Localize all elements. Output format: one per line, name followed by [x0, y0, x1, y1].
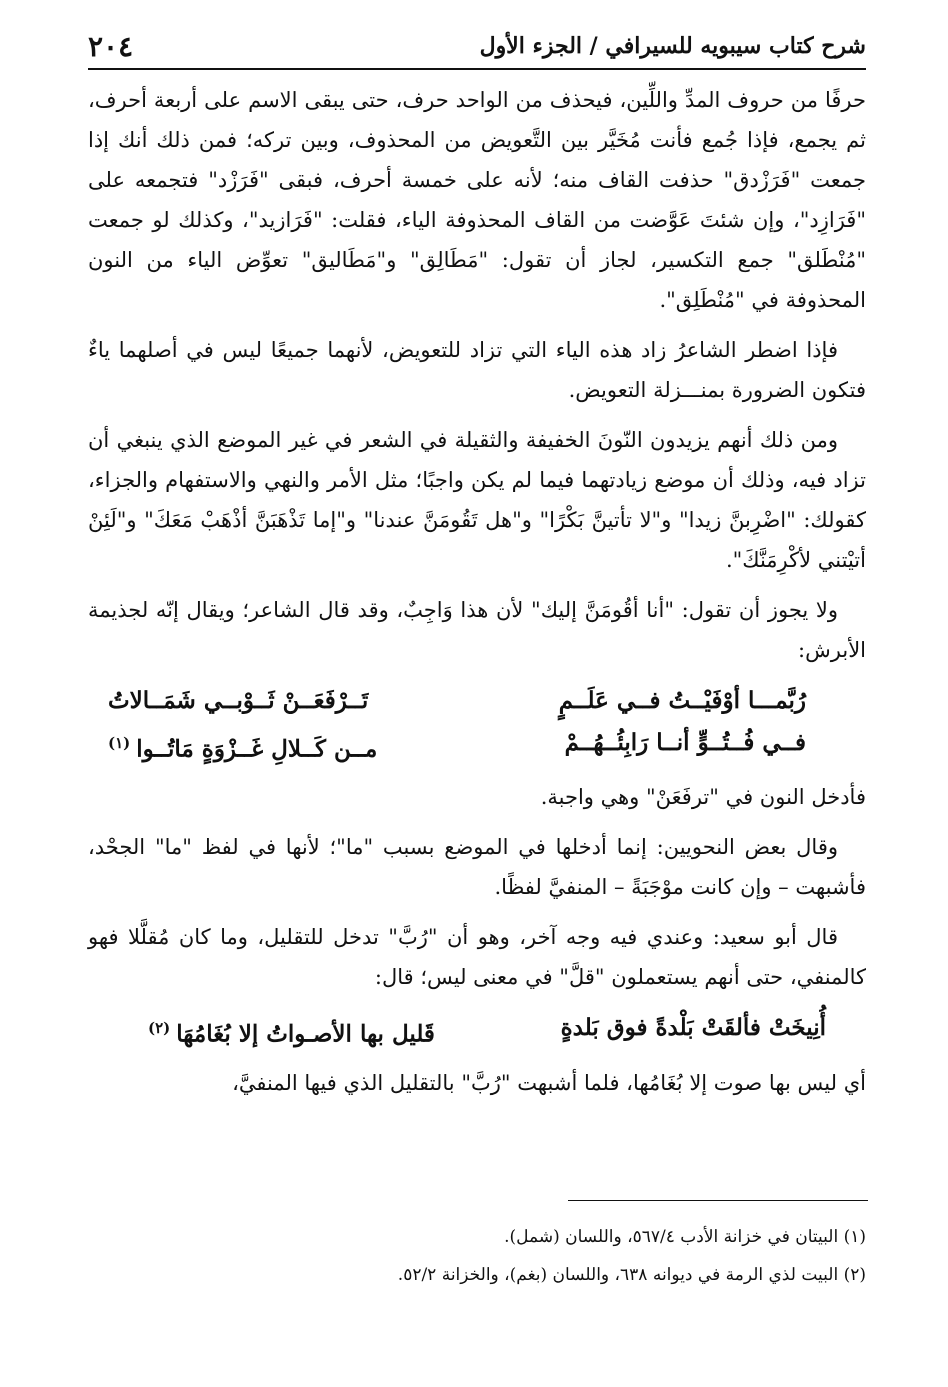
- paragraph: وقال بعض النحويين: إنما أدخلها في الموضع بسبب "ما"؛ لأنها في لفظ "ما" الجحْد، فأشبهت – وإن كانت موْجَبَةً – المنفيَّ لفظًا.: [88, 834, 866, 899]
- footnote-marker: (٢): [148, 1018, 171, 1037]
- verse-hemistich: فــي فُــتُــوٍّ أنــا رَابِئُــهُــمْ: [564, 729, 806, 756]
- paragraph: أي ليس بها صوت إلا بُغَامُها، فلما أشبهت "رُبَّ" بالتقليل الذي فيها المنفيَّ،: [232, 1071, 866, 1096]
- paragraph: ومن ذلك أنهم يزيدون النّونَ الخفيفة والثقيلة في الشعر في غير الموضع الذي ينبغي أن تزاد فيه، وذلك أن موضع زيادتهما فيما لم يكن واجبًا؛ مثل الأمر والنهي والاستفهام والجزاء، كقولك: "اضْرِبنَّ زيدا" و"لا تأتينَّ بَكْرًا" و"هل تَقُومَنَّ عندنا" و"إما تَذْهَبَنَّ أذْهَبْ مَعَكَ" و"لَئِنْ أتيْتني لأكْرِمَنَّكَ".: [88, 428, 866, 572]
- verse-line: [88, 680, 866, 722]
- verse-hemistich-with-note: [148, 1007, 435, 1056]
- verse-hemistich-with-note: [108, 722, 377, 771]
- main-text: [88, 80, 866, 1113]
- verse-line: [88, 1007, 866, 1056]
- verse-hemistich: مــن كَــلالِ غَــزْوَةٍ مَاتُــوا: [136, 735, 378, 763]
- paragraph: حرفًا من حروف المدِّ واللِّين، فيحذف من الواحد حرف، حتى يبقى الاسم على أربعة أحرف، ثم يجمع، فإذا جُمع فأنت مُخَيَّر بين التَّعويض من المحذوف، وبين تركه؛ فمن ذلك أنك إذا جمعت "فَرَزْدق" حذفت القاف منه؛ لأنه على خمسة أحرف، فبقى "فَرَزْد" فتجمعه على "فَرَازِد"، وإن شئتَ عَوَّضت من القاف المحذوفة الياء، فقلت: "فَرَازيد"، وكذلك لو جمعت "مُنْطَلق" جمع التكسير، لجاز أن تقول: "مَطَالِق" و"مَطَاليق" تعوِّض الياء من النون المحذوفة في "مُنْطَلِق".: [88, 88, 866, 312]
- paragraph: ولا يجوز أن تقول: "أنا أقُومَنَّ إليك" لأن هذا وَاجِبٌ، وقد قال الشاعر؛ ويقال إنّه لجذيمة الأبرش:: [88, 598, 866, 662]
- footnotes: [88, 1218, 866, 1294]
- verse-line: [88, 722, 866, 771]
- paragraph: قال أبو سعيد: وعندي فيه وجه آخر، وهو أن "رُبَّ" تدخل للتقليل، وما كان مُقلَّلا فهو كالمنفي، حتى أنهم يستعملون "قلَّ" في معنى ليس؛ قال:: [88, 924, 866, 989]
- verse-hemistich: قَليل بها الأصـواتُ إلا بُغَامُهَا: [176, 1020, 435, 1048]
- footnote-divider: [568, 1200, 868, 1201]
- verse-hemistich: تَــرْفَعَــنْ ثَــوْبــي شَمَــالاتُ: [108, 687, 369, 714]
- verse-hemistich: أُنِيخَتْ فألقَتْ بَلْدةً فوق بَلدةٍ: [560, 1013, 826, 1041]
- footnote-marker: (١): [108, 734, 131, 752]
- verse-hemistich: رُبَّمـــا أوْفَيْــتُ فــي عَلَــمٍ: [558, 687, 806, 714]
- footnote: (٢) البيت لذي الرمة في ديوانه ٦٣٨، واللسان (بغم)، والخزانة ٥٢/٢.: [397, 1265, 866, 1285]
- running-title: شرح كتاب سيبويه للسيرافي / الجزء الأول: [479, 33, 866, 59]
- page-number: ٢٠٤: [88, 29, 134, 63]
- paragraph: فأدخل النون في "ترفَعَنْ" وهي واجبة.: [540, 784, 866, 809]
- page-header: [88, 24, 866, 70]
- footnote: (١) البيتان في خزانة الأدب ٥٦٧/٤، واللسان (شمل).: [504, 1227, 866, 1247]
- paragraph: فإذا اضطر الشاعرُ زاد هذه الياء التي تزاد للتعويض، لأنهما جميعًا ليس في أصلهما ياءٌ فتكون الضرورة بمنـــزلة التعويض.: [88, 338, 866, 402]
